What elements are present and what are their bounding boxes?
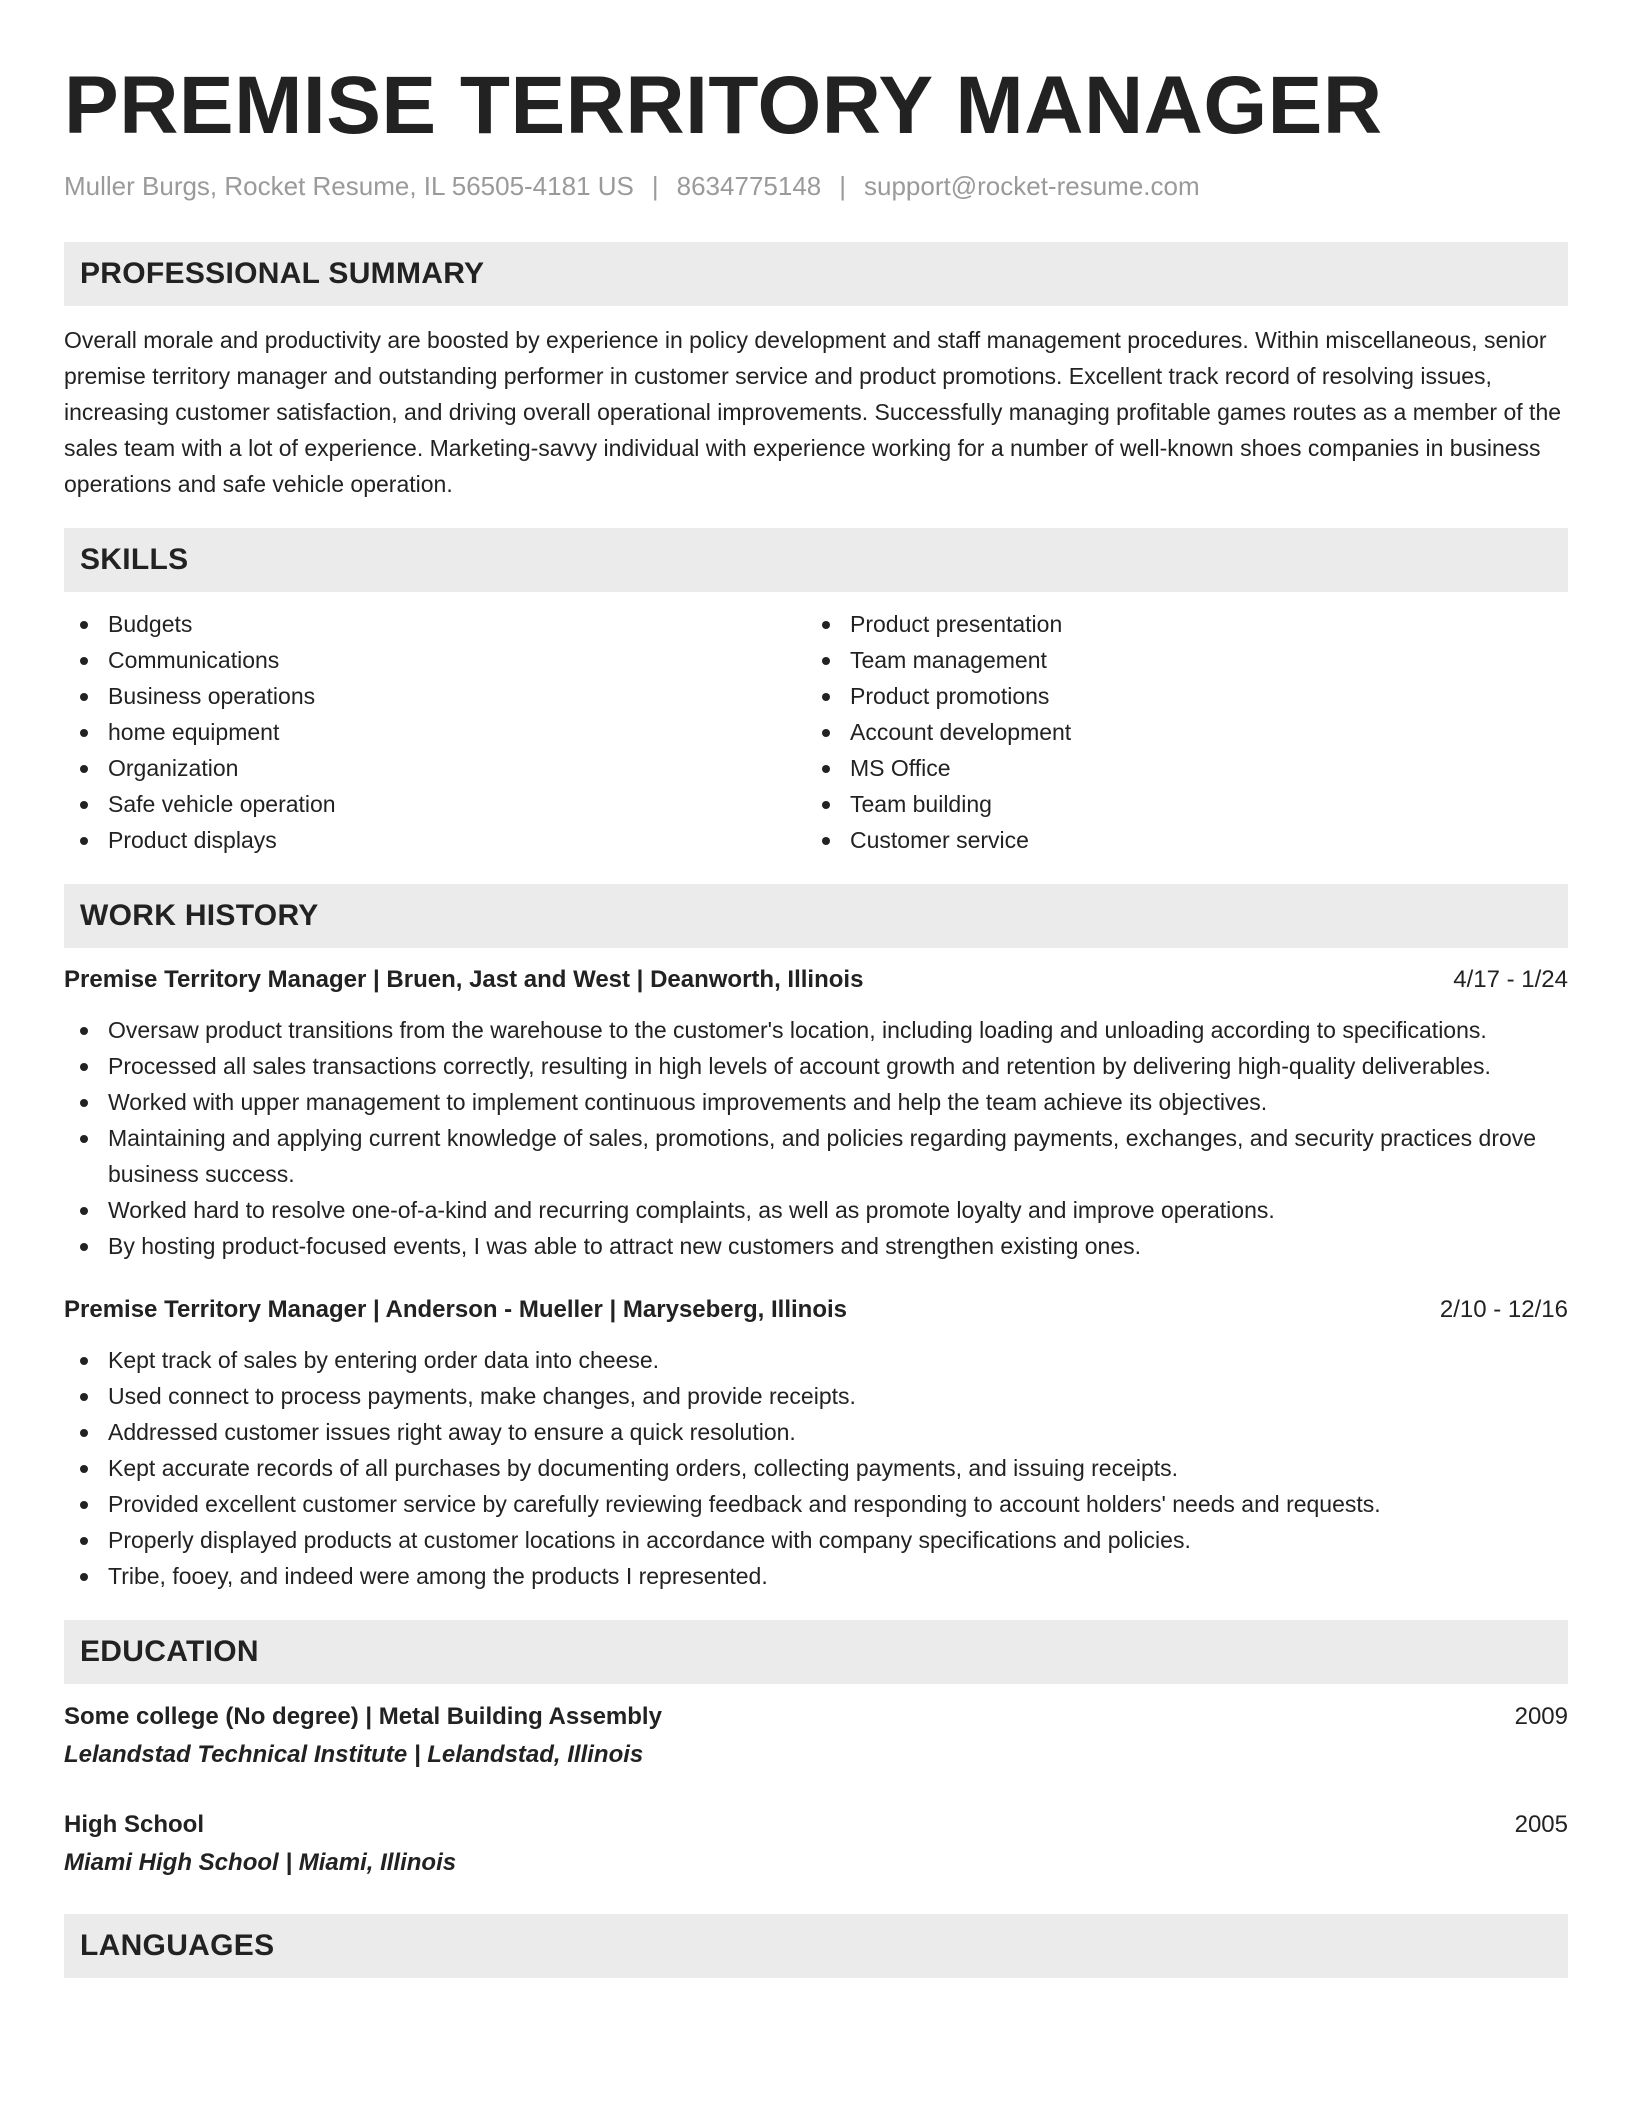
contact-address: Muller Burgs, Rocket Resume, IL 56505-4181 US	[64, 171, 634, 201]
education-school: Miami High School | Miami, Illinois	[64, 1849, 457, 1876]
skill-item: Account development	[806, 714, 1548, 750]
contact-line	[64, 168, 1568, 204]
contact-phone: 8634775148	[676, 171, 822, 201]
skill-item: Team management	[806, 642, 1548, 678]
skill-item: Business operations	[64, 678, 806, 714]
skills-column-left	[64, 606, 806, 858]
skill-item: Team building	[806, 786, 1548, 822]
job-bullet: Addressed customer issues right away to ensure a quick resolution.	[64, 1414, 1568, 1450]
languages-section-header: LANGUAGES	[64, 1914, 1568, 1978]
job-bullets	[64, 1012, 1568, 1264]
resume-page	[64, 54, 1568, 1978]
skill-item: Safe vehicle operation	[64, 786, 806, 822]
job-entry	[64, 962, 1568, 1264]
job-header	[64, 1292, 1568, 1328]
skill-item: Product displays	[64, 822, 806, 858]
education-header	[64, 1806, 1568, 1844]
skill-item: Budgets	[64, 606, 806, 642]
job-bullet: Worked with upper management to implement continuous improvements and help the team achieve its objectives.	[64, 1084, 1568, 1120]
skill-item: home equipment	[64, 714, 806, 750]
job-bullet: By hosting product-focused events, I was able to attract new customers and strengthen existing ones.	[64, 1228, 1568, 1264]
job-bullets	[64, 1342, 1568, 1594]
education-year: 2005	[1514, 1811, 1568, 1838]
job-bullet: Maintaining and applying current knowledge of sales, promotions, and policies regarding payments, exchanges, and security practices drove business success.	[64, 1120, 1568, 1192]
skills-section-header: SKILLS	[64, 528, 1568, 592]
education-year: 2009	[1514, 1703, 1568, 1730]
job-entry	[64, 1292, 1568, 1594]
education-section-header: EDUCATION	[64, 1620, 1568, 1684]
skills-column-right	[806, 606, 1548, 858]
work-section-header: WORK HISTORY	[64, 884, 1568, 948]
job-bullet: Worked hard to resolve one-of-a-kind and recurring complaints, as well as promote loyalty and improve operations.	[64, 1192, 1568, 1228]
summary-section-header: PROFESSIONAL SUMMARY	[64, 242, 1568, 306]
skill-item: Product presentation	[806, 606, 1548, 642]
skill-item: Communications	[64, 642, 806, 678]
job-header	[64, 962, 1568, 998]
skill-item: Organization	[64, 750, 806, 786]
job-title: Premise Territory Manager | Bruen, Jast and West | Deanworth, Illinois	[64, 966, 864, 993]
job-bullet: Kept accurate records of all purchases by documenting orders, collecting payments, and issuing receipts.	[64, 1450, 1568, 1486]
resume-name: PREMISE TERRITORY MANAGER	[64, 60, 1383, 151]
skill-item: MS Office	[806, 750, 1548, 786]
summary-text: Overall morale and productivity are boosted by experience in policy development and staff management procedures. Within miscellaneous, senior premise territory manager and outstanding performer in customer service and product promotions. Excellent track record of resolving issues, increasing customer satisfaction, and driving overall operational improvements. Successfully managing profitable games routes as a member of the sales team with a lot of experience. Marketing-savvy individual with experience working for a number of well-known shoes companies in business operations and safe vehicle operation.	[64, 327, 1562, 497]
contact-email: support@rocket-resume.com	[864, 171, 1200, 201]
job-dates: 4/17 - 1/24	[1453, 966, 1568, 993]
job-bullet: Properly displayed products at customer locations in accordance with company specifications and policies.	[64, 1522, 1568, 1558]
job-bullet: Provided excellent customer service by carefully reviewing feedback and responding to account holders' needs and requests.	[64, 1486, 1568, 1522]
education-degree: High School	[64, 1811, 204, 1838]
education-degree: Some college (No degree) | Metal Building Assembly	[64, 1703, 662, 1730]
contact-separator: |	[651, 171, 659, 201]
job-bullet: Processed all sales transactions correctly, resulting in high levels of account growth and retention by delivering high-quality deliverables.	[64, 1048, 1568, 1084]
skills-list	[64, 606, 1568, 858]
job-bullet: Kept track of sales by entering order data into cheese.	[64, 1342, 1568, 1378]
job-bullet: Tribe, fooey, and indeed were among the products I represented.	[64, 1558, 1568, 1594]
education-entry	[64, 1698, 1568, 1774]
education-header	[64, 1698, 1568, 1736]
skill-item: Customer service	[806, 822, 1548, 858]
job-bullet: Used connect to process payments, make changes, and provide receipts.	[64, 1378, 1568, 1414]
job-dates: 2/10 - 12/16	[1439, 1296, 1568, 1323]
education-school: Lelandstad Technical Institute | Lelandstad, Illinois	[64, 1741, 644, 1768]
skill-item: Product promotions	[806, 678, 1548, 714]
education-entry	[64, 1806, 1568, 1882]
contact-separator: |	[839, 171, 847, 201]
job-bullet: Oversaw product transitions from the warehouse to the customer's location, including loading and unloading according to specifications.	[64, 1012, 1568, 1048]
job-title: Premise Territory Manager | Anderson - Mueller | Maryseberg, Illinois	[64, 1296, 847, 1323]
